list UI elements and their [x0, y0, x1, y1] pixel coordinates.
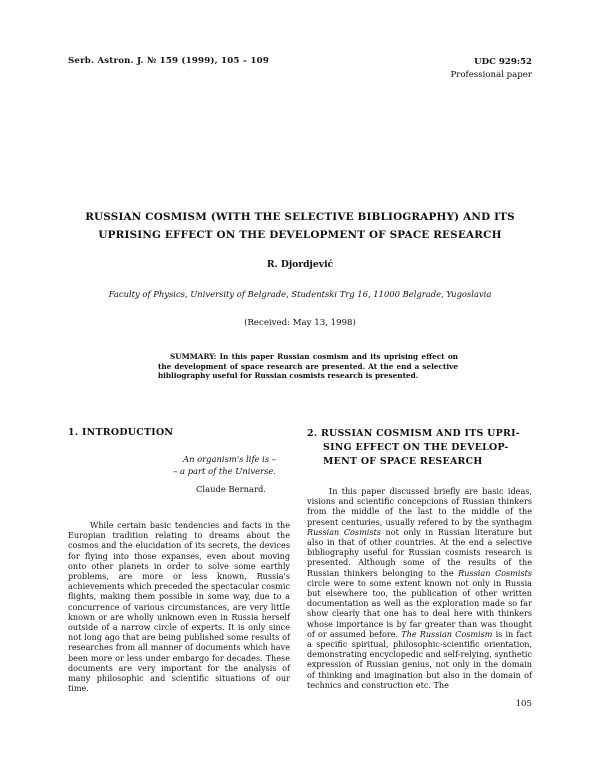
- emphasis: Russian Cosmists: [307, 526, 381, 537]
- title-line-2: UPRISING EFFECT ON THE DEVELOPMENT OF SPACE RESEARCH: [98, 229, 502, 241]
- section-2-heading: [307, 427, 537, 469]
- received-date: (Received: May 13, 1998): [244, 318, 356, 328]
- section-2-heading-line-3: MENT OF SPACE RESEARCH: [323, 456, 483, 467]
- text-run: circle were to some extent known not only in Russia but elsewhere too, the publication of other written documentation as well as the exploration made so far show clearly that one has to deal here with thinkers whose importance is by far greater than was thought of or assumed before.: [307, 577, 532, 639]
- affiliation: Faculty of Physics, University of Belgrade, Studentski Trg 16, 11000 Belgrade, Yugoslavia: [108, 289, 492, 299]
- section-1-paragraph: While certain basic tendencies and facts in the Europian tradition relating to dreams about the cosmos and the elucidation of its secrets, the devices for flying into those expanses, even about moving onto other planets in order to solve some earthly problems, are more or less known, Russia's achievements which preceded the spectacular cosmic flights, making them possible in some way, due to a concurrence of various circumstances, are very little known or are wholly unknown even in Russia herself outside of a narrow circle of experts. It is only since not long ago that are being published some results of researches from all manner of documents which have been more or less under embargo for decades. These documents are very important for the analysis of many philosophic and scientific situations of our time.: [68, 520, 290, 694]
- epigraph-line-2: – a part of the Universe.: [173, 466, 276, 476]
- section-2-heading-line-1: 2. RUSSIAN COSMISM AND ITS UPRI-: [307, 428, 520, 439]
- section-1-heading: 1. INTRODUCTION: [68, 427, 174, 438]
- udc-code: UDC 929:52: [474, 57, 532, 67]
- paper-type: Professional paper: [450, 70, 532, 80]
- emphasis: The Russian Cosmism: [401, 628, 493, 639]
- epigraph-author: Claude Bernard.: [196, 484, 266, 494]
- section-2-paragraph: [307, 486, 532, 690]
- epigraph-line-1: An organism's life is –: [183, 454, 276, 464]
- text-run: is in fact a specific spiritual, philosophic-scientific orientation, demonstrating encyclopedic and self-relying, synthetic expression of Russian genius, not only in the domain of thinking and imagination but also in the domain of technics and construction etc. The: [307, 628, 533, 690]
- summary: SUMMARY: In this paper Russian cosmism and its uprising effect on the development of space research are presented. At the end a selective bibliography useful for Russian cosmists research is presented.: [158, 352, 458, 381]
- paper-title: [60, 208, 540, 244]
- page-number: 105: [515, 699, 532, 709]
- emphasis: Russian Cosmists: [458, 567, 533, 578]
- author: R. Djordjević: [266, 259, 334, 270]
- text-run: not only in Russian literature but also in that of other countries. At the end a selective bibliography useful for Russian cosmists research is presented. Although some of the results of the Russian thinkers belonging to the: [307, 526, 533, 578]
- section-2-heading-line-2: SING EFFECT ON THE DEVELOP-: [323, 442, 509, 453]
- section-1-body: [68, 520, 290, 693]
- title-line-1: RUSSIAN COSMISM (WITH THE SELECTIVE BIBLIOGRAPHY) AND ITS: [85, 211, 515, 223]
- section-2-body: [307, 486, 532, 690]
- header-right: [450, 56, 532, 82]
- text-run: In this paper discussed briefly are basic ideas, visions and scientific concepcions of Russian thinkers from the middle of the last to the middle of the present centuries, usually refered to by the synthagm: [307, 486, 532, 527]
- epigraph: [168, 453, 276, 477]
- journal-citation: Serb. Astron. J. № 159 (1999), 105 – 109: [68, 56, 269, 66]
